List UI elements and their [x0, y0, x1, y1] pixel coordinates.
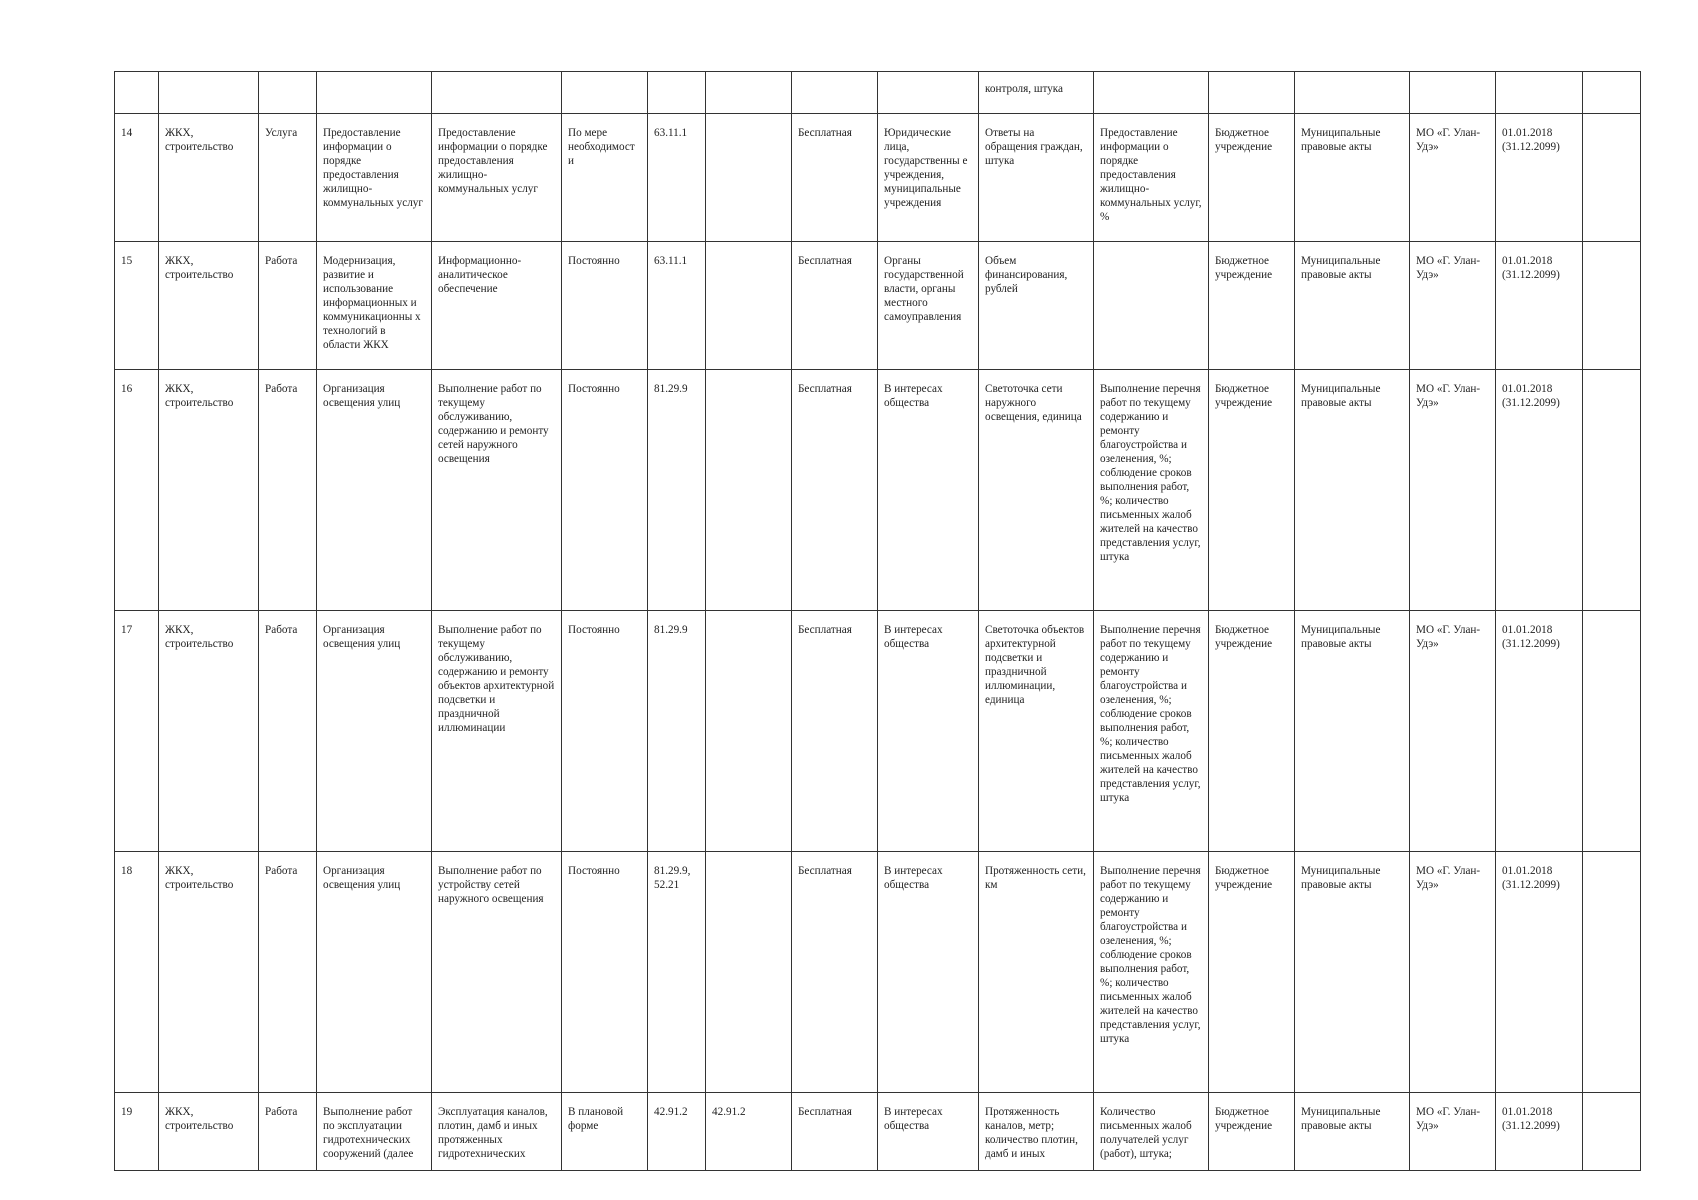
cell-consumers	[878, 72, 979, 114]
cell-fee: Бесплатная	[792, 1093, 878, 1171]
cell-owner: МО «Г. Улан-Удэ»	[1410, 242, 1496, 370]
cell-sphere: ЖКХ, строительство	[159, 611, 259, 852]
cell-name: Выполнение работ по эксплуатации гидротехнических сооружений (далее	[317, 1093, 432, 1171]
cell-institution: Бюджетное учреждение	[1209, 114, 1295, 242]
cell-okved: 81.29.9	[648, 370, 706, 611]
cell-sphere: ЖКХ, строительство	[159, 242, 259, 370]
cell-institution: Бюджетное учреждение	[1209, 370, 1295, 611]
cell-owner: МО «Г. Улан-Удэ»	[1410, 611, 1496, 852]
cell-okved: 63.11.1	[648, 242, 706, 370]
cell-acts: Муниципальные правовые акты	[1295, 611, 1410, 852]
cell-type	[259, 72, 317, 114]
cell-quality: Выполнение перечня работ по текущему содержанию и ремонту благоустройства и озеленения, %; соблюдение сроков выполнения работ, %; количество письменных жалоб жителей на качество представления услуг, штука	[1094, 852, 1209, 1093]
cell-num: 19	[115, 1093, 159, 1171]
cell-acts: Муниципальные правовые акты	[1295, 242, 1410, 370]
cell-okved	[648, 72, 706, 114]
table-row-continuation	[115, 72, 1641, 114]
table-row	[115, 1093, 1641, 1171]
cell-num: 16	[115, 370, 159, 611]
cell-last	[1583, 1093, 1641, 1171]
cell-content	[432, 72, 562, 114]
cell-content: Выполнение работ по текущему обслуживанию, содержанию и ремонту объектов архитектурной подсветки и праздничной иллюминации	[432, 611, 562, 852]
cell-okved: 42.91.2	[648, 1093, 706, 1171]
cell-num	[115, 72, 159, 114]
cell-quality	[1094, 242, 1209, 370]
cell-last	[1583, 852, 1641, 1093]
cell-quality: Предоставление информации о порядке предоставления жилищно-коммунальных услуг, %	[1094, 114, 1209, 242]
cell-sphere: ЖКХ, строительство	[159, 1093, 259, 1171]
table-row	[115, 611, 1641, 852]
cell-institution: Бюджетное учреждение	[1209, 611, 1295, 852]
services-registry-table	[114, 71, 1641, 1171]
cell-num: 18	[115, 852, 159, 1093]
cell-fee	[792, 72, 878, 114]
cell-dates: 01.01.2018 (31.12.2099)	[1496, 1093, 1583, 1171]
cell-okved2: 42.91.2	[706, 1093, 792, 1171]
document-page	[114, 71, 1641, 1171]
cell-okved2	[706, 242, 792, 370]
cell-okved2	[706, 72, 792, 114]
cell-consumers: В интересах общества	[878, 1093, 979, 1171]
cell-volume: Светоточка сети наружного освещения, единица	[979, 370, 1094, 611]
cell-content: Выполнение работ по текущему обслуживанию, содержанию и ремонту сетей наружного освещения	[432, 370, 562, 611]
cell-periodicity: Постоянно	[562, 370, 648, 611]
cell-okved2	[706, 611, 792, 852]
cell-institution: Бюджетное учреждение	[1209, 852, 1295, 1093]
cell-type: Услуга	[259, 114, 317, 242]
cell-periodicity: Постоянно	[562, 852, 648, 1093]
cell-type: Работа	[259, 1093, 317, 1171]
cell-volume: контроля, штука	[979, 72, 1094, 114]
cell-dates: 01.01.2018 (31.12.2099)	[1496, 852, 1583, 1093]
cell-institution: Бюджетное учреждение	[1209, 1093, 1295, 1171]
cell-owner: МО «Г. Улан-Удэ»	[1410, 1093, 1496, 1171]
cell-owner: МО «Г. Улан-Удэ»	[1410, 852, 1496, 1093]
cell-last	[1583, 242, 1641, 370]
cell-name: Организация освещения улиц	[317, 370, 432, 611]
cell-institution	[1209, 72, 1295, 114]
table-row	[115, 114, 1641, 242]
cell-content: Эксплуатация каналов, плотин, дамб и иных протяженных гидротехнических	[432, 1093, 562, 1171]
cell-dates: 01.01.2018 (31.12.2099)	[1496, 611, 1583, 852]
cell-periodicity: По мере необходимост и	[562, 114, 648, 242]
cell-type: Работа	[259, 611, 317, 852]
cell-content: Предоставление информации о порядке предоставления жилищно-коммунальных услуг	[432, 114, 562, 242]
cell-consumers: В интересах общества	[878, 611, 979, 852]
cell-name: Организация освещения улиц	[317, 852, 432, 1093]
cell-sphere: ЖКХ, строительство	[159, 852, 259, 1093]
cell-okved2	[706, 114, 792, 242]
cell-acts	[1295, 72, 1410, 114]
cell-periodicity: Постоянно	[562, 611, 648, 852]
cell-volume: Ответы на обращения граждан, штука	[979, 114, 1094, 242]
cell-fee: Бесплатная	[792, 370, 878, 611]
cell-dates: 01.01.2018 (31.12.2099)	[1496, 370, 1583, 611]
cell-periodicity: Постоянно	[562, 242, 648, 370]
cell-dates: 01.01.2018 (31.12.2099)	[1496, 114, 1583, 242]
cell-last	[1583, 370, 1641, 611]
cell-consumers: В интересах общества	[878, 852, 979, 1093]
cell-volume: Протяженность сети, км	[979, 852, 1094, 1093]
cell-fee: Бесплатная	[792, 852, 878, 1093]
cell-periodicity	[562, 72, 648, 114]
cell-okved2	[706, 852, 792, 1093]
cell-institution: Бюджетное учреждение	[1209, 242, 1295, 370]
cell-name	[317, 72, 432, 114]
cell-okved: 81.29.9, 52.21	[648, 852, 706, 1093]
cell-consumers: Юридические лица, государственны е учреждения, муниципальные учреждения	[878, 114, 979, 242]
cell-sphere: ЖКХ, строительство	[159, 114, 259, 242]
cell-content: Информационно-аналитическое обеспечение	[432, 242, 562, 370]
cell-fee: Бесплатная	[792, 242, 878, 370]
cell-acts: Муниципальные правовые акты	[1295, 370, 1410, 611]
cell-owner: МО «Г. Улан-Удэ»	[1410, 114, 1496, 242]
cell-name: Модернизация, развитие и использование информационных и коммуникационны х технологий в области ЖКХ	[317, 242, 432, 370]
cell-consumers: Органы государственной власти, органы местного самоуправления	[878, 242, 979, 370]
cell-consumers: В интересах общества	[878, 370, 979, 611]
cell-num: 14	[115, 114, 159, 242]
cell-volume: Объем финансирования, рублей	[979, 242, 1094, 370]
cell-periodicity: В плановой форме	[562, 1093, 648, 1171]
cell-quality	[1094, 72, 1209, 114]
table-row	[115, 242, 1641, 370]
cell-num: 15	[115, 242, 159, 370]
cell-sphere	[159, 72, 259, 114]
cell-last	[1583, 72, 1641, 114]
cell-volume: Светоточка объектов архитектурной подсветки и праздничной иллюминации, единица	[979, 611, 1094, 852]
cell-okved: 63.11.1	[648, 114, 706, 242]
cell-owner	[1410, 72, 1496, 114]
cell-owner: МО «Г. Улан-Удэ»	[1410, 370, 1496, 611]
cell-acts: Муниципальные правовые акты	[1295, 852, 1410, 1093]
cell-type: Работа	[259, 852, 317, 1093]
cell-name: Организация освещения улиц	[317, 611, 432, 852]
cell-acts: Муниципальные правовые акты	[1295, 114, 1410, 242]
cell-dates	[1496, 72, 1583, 114]
cell-content: Выполнение работ по устройству сетей наружного освещения	[432, 852, 562, 1093]
cell-last	[1583, 611, 1641, 852]
cell-fee: Бесплатная	[792, 611, 878, 852]
cell-quality: Выполнение перечня работ по текущему содержанию и ремонту благоустройства и озеленения, %; соблюдение сроков выполнения работ, %; количество письменных жалоб жителей на качество представления услуг, штука	[1094, 370, 1209, 611]
cell-type: Работа	[259, 370, 317, 611]
cell-name: Предоставление информации о порядке предоставления жилищно-коммунальных услуг	[317, 114, 432, 242]
cell-fee: Бесплатная	[792, 114, 878, 242]
cell-sphere: ЖКХ, строительство	[159, 370, 259, 611]
cell-quality: Количество письменных жалоб получателей услуг (работ), штука;	[1094, 1093, 1209, 1171]
table-row	[115, 852, 1641, 1093]
cell-acts: Муниципальные правовые акты	[1295, 1093, 1410, 1171]
cell-okved2	[706, 370, 792, 611]
cell-num: 17	[115, 611, 159, 852]
cell-quality: Выполнение перечня работ по текущему содержанию и ремонту благоустройства и озеленения, %; соблюдение сроков выполнения работ, %; количество письменных жалоб жителей на качество представления услуг, штука	[1094, 611, 1209, 852]
cell-dates: 01.01.2018 (31.12.2099)	[1496, 242, 1583, 370]
cell-type: Работа	[259, 242, 317, 370]
cell-last	[1583, 114, 1641, 242]
cell-volume: Протяженность каналов, метр; количество плотин, дамб и иных	[979, 1093, 1094, 1171]
table-row	[115, 370, 1641, 611]
cell-okved: 81.29.9	[648, 611, 706, 852]
